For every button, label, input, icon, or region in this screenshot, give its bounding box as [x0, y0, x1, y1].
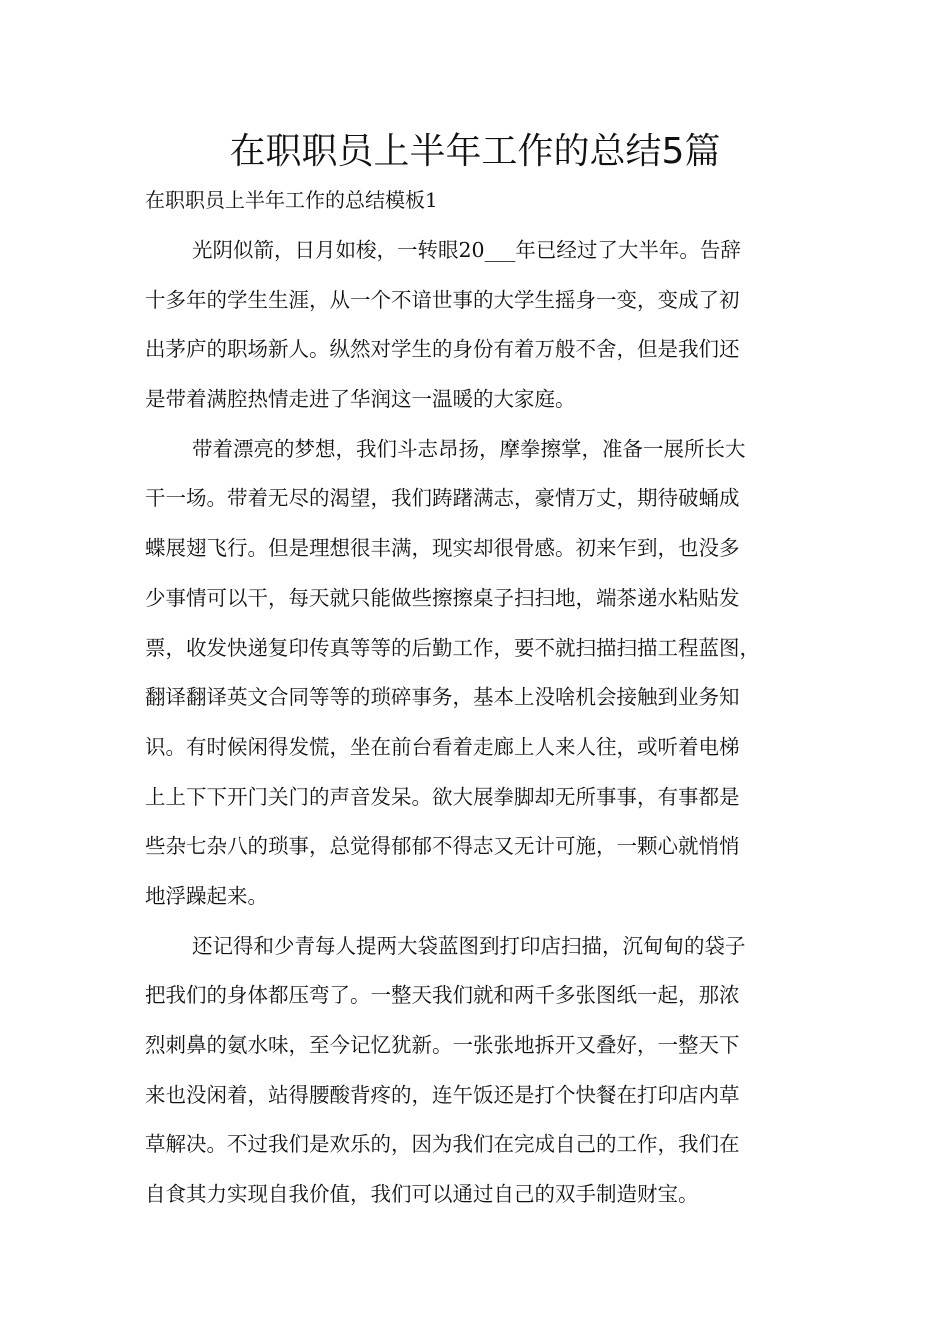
paragraph-line: 地浮躁起来。: [145, 883, 268, 908]
paragraph-line: 票，收发快递复印传真等等的后勤工作，要不就扫描扫描工程蓝图，: [145, 635, 760, 660]
paragraph-line: 烈刺鼻的氨水味，至今记忆犹新。一张张地拆开又叠好，一整天下: [145, 1033, 740, 1057]
paragraph-1: [145, 226, 815, 425]
paragraph-line: 蝶展翅飞行。但是理想很丰满，现实却很骨感。初来乍到，也没多: [145, 536, 740, 561]
paragraph-line: 带着漂亮的梦想，我们斗志昂扬，摩拳擦掌，准备一展所长大: [192, 436, 746, 461]
paragraph-line: 是带着满腔热情走进了华润这一温暖的大家庭。: [145, 387, 576, 412]
paragraph-3: [145, 922, 815, 1220]
paragraph-line: 识。有时候闲得发慌，坐在前台看着走廊上人来人往，或听着电梯: [145, 734, 740, 759]
paragraph-line: 十多年的学生生涯，从一个不谙世事的大学生摇身一变，变成了初: [145, 287, 740, 312]
paragraph-2: [145, 425, 815, 922]
paragraph-line: 来也没闲着，站得腰酸背疼的，连午饭还是打个快餐在打印店内草: [145, 1082, 740, 1107]
paragraph-line: 翻译翻译英文合同等等的琐碎事务，基本上没啥机会接触到业务知: [145, 685, 740, 710]
document-body: [145, 226, 815, 1220]
paragraph-line: 草解决。不过我们是欢乐的，因为我们在完成自己的工作，我们在: [145, 1132, 740, 1157]
paragraph-line: 上上下下开门关门的声音发呆。欲大展拳脚却无所事事，有事都是: [145, 784, 740, 809]
document-title: 在职职员上半年工作的总结5篇: [229, 131, 721, 172]
paragraph-line: 还记得和少青每人提两大袋蓝图到打印店扫描，沉甸甸的袋子: [192, 933, 746, 958]
paragraph-line: 把我们的身体都压弯了。一整天我们就和两千多张图纸一起，那浓: [145, 983, 740, 1008]
document-subtitle: 在职职员上半年工作的总结模板1: [145, 188, 438, 212]
paragraph-line: 些杂七杂八的琐事，总觉得郁郁不得志又无计可施，一颗心就悄悄: [145, 834, 740, 859]
paragraph-line: 少事情可以干，每天就只能做些擦擦桌子扫扫地，端茶递水粘贴发: [145, 585, 740, 610]
paragraph-line: 干一场。带着无尽的渴望，我们踌躇满志，豪情万丈，期待破蛹成: [145, 486, 740, 511]
paragraph-line: 光阴似箭，日月如梭，一转眼20___年已经过了大半年。告辞: [192, 238, 741, 262]
paragraph-line: 出茅庐的职场新人。纵然对学生的身份有着万般不舍，但是我们还: [145, 337, 740, 362]
paragraph-line: 自食其力实现自我价值，我们可以通过自己的双手制造财宝。: [145, 1182, 699, 1207]
